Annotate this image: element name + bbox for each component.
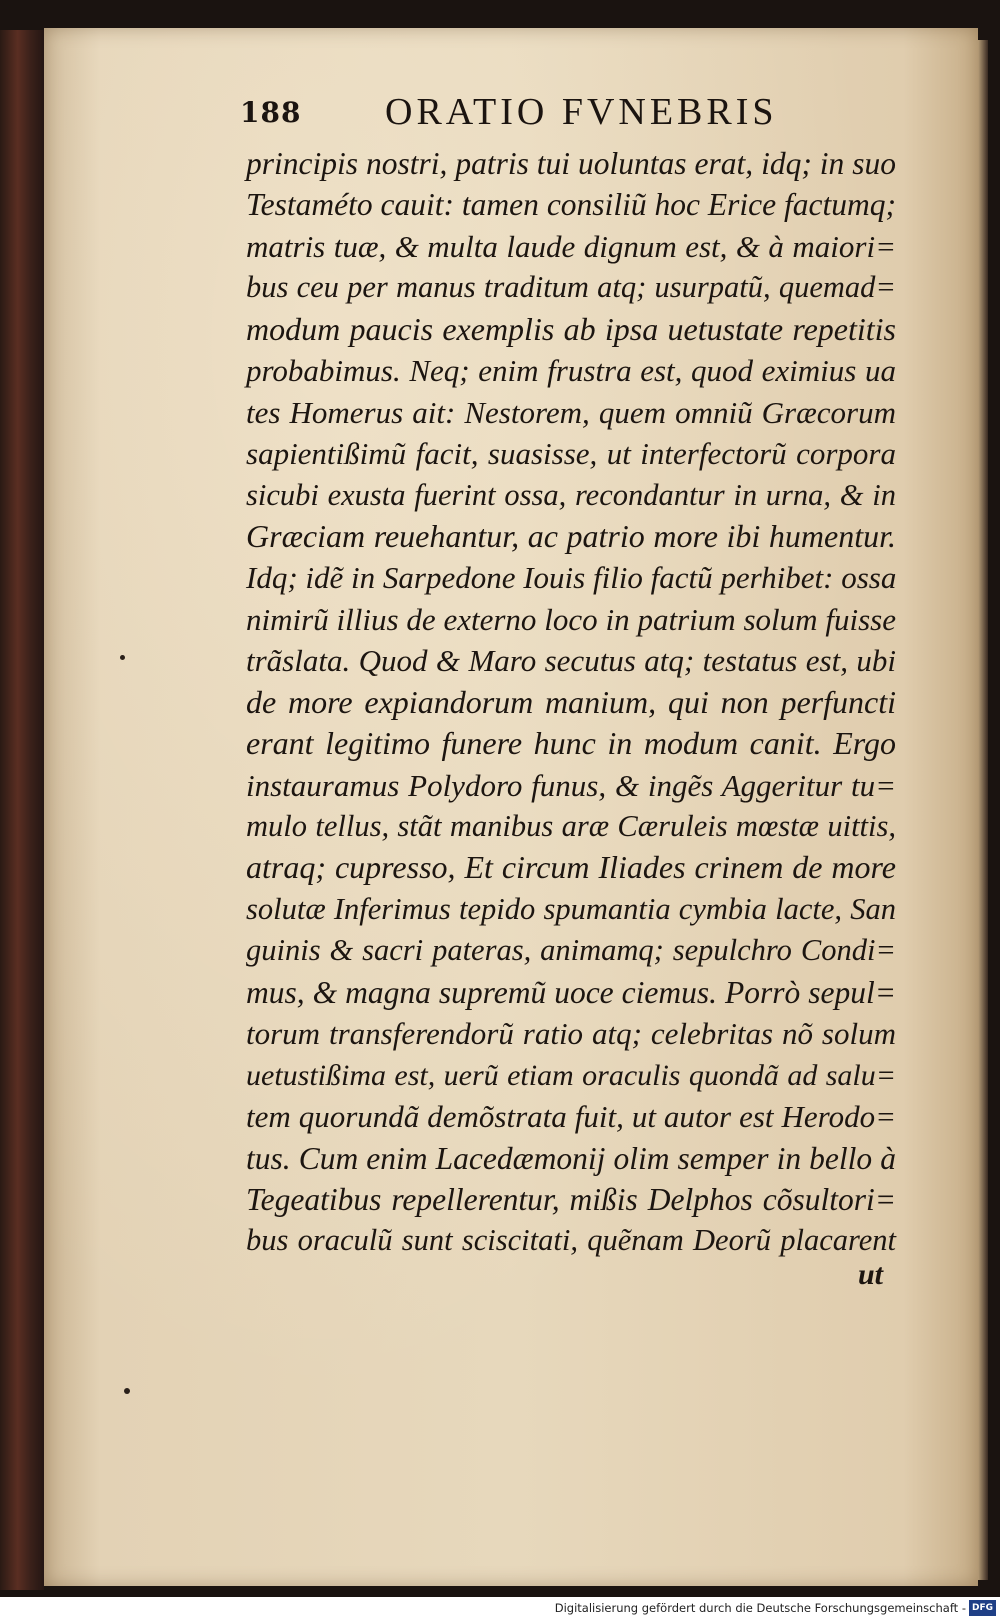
text-line: trãslata. Quod & Maro secutus atq; testatus est, ubi bbox=[246, 643, 896, 679]
text-line: torum transferendorũ ratio atq; celebritas nõ solum bbox=[246, 1016, 896, 1052]
catchword: ut bbox=[858, 1258, 884, 1291]
book-spine bbox=[0, 30, 44, 1590]
dfg-logo: DFG bbox=[969, 1600, 996, 1616]
running-title: ORATIO FVNEBRIS bbox=[385, 91, 778, 133]
text-line: sapientißimũ facit, suasisse, ut interfectorũ corpora bbox=[246, 436, 896, 472]
running-head bbox=[240, 90, 880, 140]
text-line: atraq; cupresso, Et circum Iliades crinem de more bbox=[246, 849, 896, 886]
page-edge-shadow bbox=[978, 40, 988, 1580]
funding-credit: Digitalisierung gefördert durch die Deutsche Forschungsgemeinschaft - bbox=[554, 1601, 966, 1615]
text-line: tes Homerus ait: Nestorem, quem omniũ Græcorum bbox=[246, 394, 896, 430]
text-line: modum paucis exemplis ab ipsa uetustate repetitis bbox=[246, 310, 896, 347]
text-line: guinis & sacri pateras, animamq; sepulchro Condi= bbox=[246, 933, 896, 968]
text-line: Tegeatibus repellerentur, mißis Delphos cõsultori= bbox=[246, 1181, 896, 1217]
ink-speck bbox=[124, 1388, 130, 1394]
text-line: uetustißima est, uerũ etiam oraculis quondã ad salu= bbox=[246, 1058, 896, 1092]
text-line: mulo tellus, stãt manibus aræ Cæruleis mœstæ uittis, bbox=[246, 809, 896, 843]
text-line: matris tuæ, & multa laude dignum est, & à maiori= bbox=[246, 228, 896, 264]
ink-speck bbox=[120, 655, 125, 660]
text-line: nimirũ illius de externo loco in patrium solum fuisse bbox=[246, 601, 896, 637]
text-line: mus, & magna supremũ uoce ciemus. Porrò sepul= bbox=[246, 974, 896, 1010]
digitization-footer bbox=[0, 1597, 1000, 1621]
text-line: instauramus Polydoro funus, & ingẽs Aggeritur tu= bbox=[246, 767, 896, 803]
text-line: principis nostri, patris tui uoluntas erat, idq; in suo bbox=[246, 146, 896, 181]
text-line: Græciam reuehantur, ac patrio more ibi humentur. bbox=[246, 517, 896, 554]
text-line: Testaméto cauit: tamen consiliũ hoc Erice factumq; bbox=[246, 187, 896, 223]
text-line: sicubi exusta fuerint ossa, recondantur in urna, & in bbox=[246, 477, 896, 512]
text-line: tem quorundã demõstrata fuit, ut autor est Herodo= bbox=[246, 1099, 896, 1135]
text-line: bus oraculũ sunt sciscitati, quẽnam Deorũ placarent bbox=[246, 1223, 896, 1258]
text-line: solutæ Inferimus tepido spumantia cymbia lacte, San bbox=[246, 891, 896, 926]
text-line: erant legitimo funere hunc in modum canit. Ergo bbox=[246, 725, 896, 762]
text-line: probabimus. Neq; enim frustra est, quod eximius ua bbox=[246, 353, 896, 389]
text-line: tus. Cum enim Lacedæmonij olim semper in bello à bbox=[246, 1140, 896, 1176]
text-line: Idq; idẽ in Sarpedone Iouis filio factũ perhibet: ossa bbox=[246, 560, 897, 596]
text-line: bus ceu per manus traditum atq; usurpatũ, quemad= bbox=[246, 270, 896, 305]
text-line: de more expiandorum manium, qui non perfuncti bbox=[246, 683, 896, 720]
page-number: 188 bbox=[240, 96, 302, 129]
body-text bbox=[246, 143, 896, 1262]
